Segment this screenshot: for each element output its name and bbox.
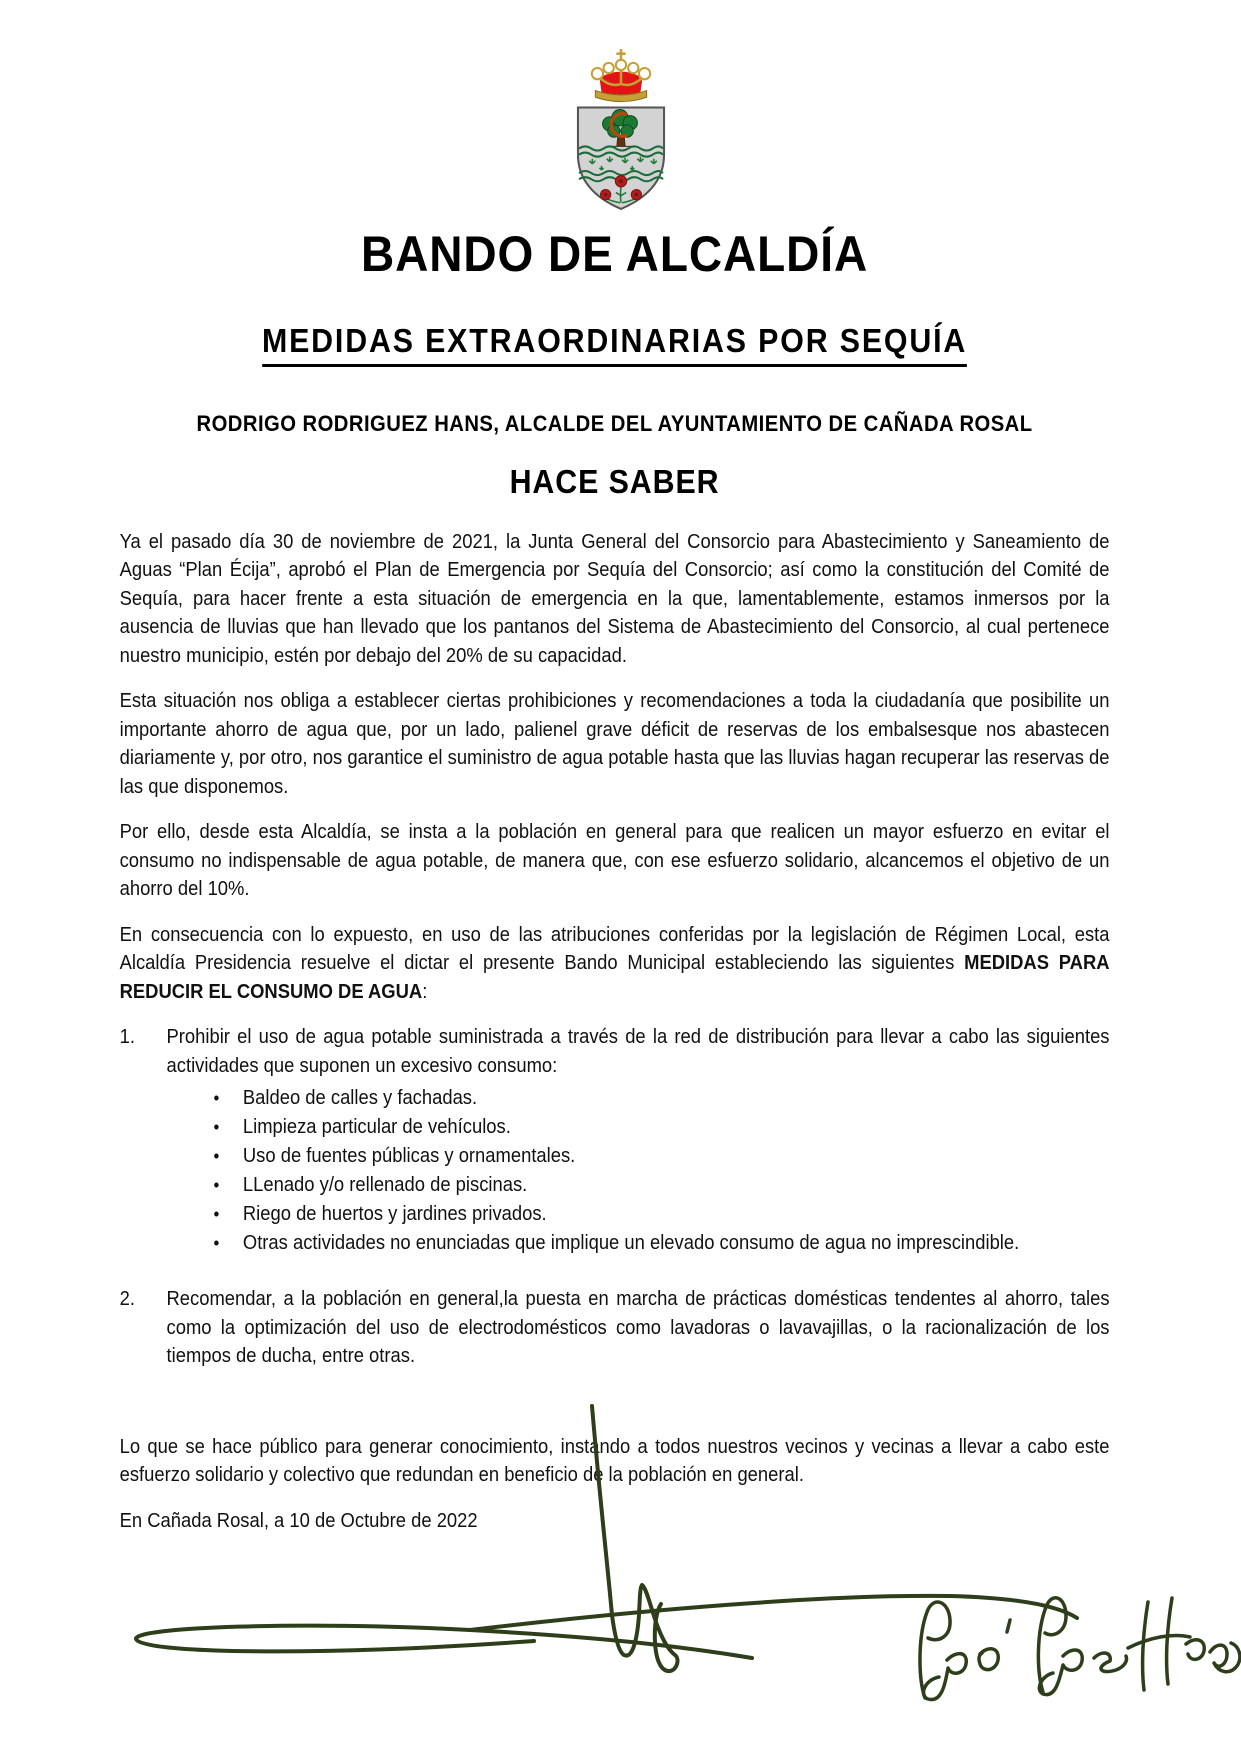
measure-number: 1. bbox=[119, 1026, 135, 1049]
dateline: En Cañada Rosal, a 10 de Octubre de 2022 bbox=[119, 1509, 478, 1532]
signature-scribble bbox=[0, 1380, 1241, 1755]
bullet-icon: • bbox=[213, 1204, 220, 1225]
prohibited-activities-list bbox=[167, 1084, 1110, 1258]
measure-text: Prohibir el uso de agua potable suministrada a través de la red de distribución para llevar a cabo las siguientes actividades que suponen un excesivo consumo: bbox=[166, 1026, 1110, 1077]
list-item bbox=[167, 1084, 1110, 1113]
list-item-text: Limpieza particular de vehículos. bbox=[242, 1116, 511, 1139]
list-item bbox=[167, 1229, 1110, 1258]
signature-sweep bbox=[470, 1596, 1077, 1630]
document-subtitle: MEDIDAS EXTRAORDINARIAS POR SEQUÍA bbox=[262, 323, 967, 367]
resolution-colon: : bbox=[422, 980, 428, 1003]
issuer-line: RODRIGO RODRIGUEZ HANS, ALCALDE DEL AYUNTAMIENTO DE CAÑADA ROSAL bbox=[196, 410, 1033, 436]
closing-paragraph: Lo que se hace público para generar conocimiento, instando a todos nuestros vecinos y vecinas a llevar a cabo este esfuerzo solidario y colectivo que redundan en beneficio de la población en general. bbox=[119, 1435, 1110, 1487]
list-item bbox=[167, 1142, 1110, 1171]
list-item bbox=[167, 1113, 1110, 1142]
page-title: BANDO DE ALCALDÍA bbox=[360, 226, 869, 282]
resolution-text: En consecuencia con lo expuesto, en uso de las atribuciones conferidas por la legislación de Régimen Local, esta Alcaldía Presidencia resuelve el dictar el presente Bando Municipal estableciendo las siguientes bbox=[119, 923, 1110, 975]
measure-item-2 bbox=[120, 1285, 1110, 1371]
proclamation-heading: HACE SABER bbox=[509, 462, 720, 500]
signature-name bbox=[920, 1598, 1240, 1700]
list-item-text: Riego de huertos y jardines privados. bbox=[242, 1203, 547, 1226]
list-item-text: LLenado y/o rellenado de piscinas. bbox=[242, 1174, 528, 1197]
paragraph: Por ello, desde esta Alcaldía, se insta a la población en general para que realicen un mayor esfuerzo en evitar el consumo no indispensable de agua potable, de manera que, con ese esfuerzo solidario, alcancemos el objetivo de un ahorro del 10%. bbox=[119, 821, 1110, 901]
subtitle-wrap bbox=[120, 323, 1110, 367]
bullet-icon: • bbox=[213, 1146, 220, 1167]
list-item bbox=[167, 1171, 1110, 1200]
list-item-text: Otras actividades no enunciadas que implique un elevado consumo de agua no imprescindible. bbox=[242, 1232, 1020, 1255]
signature-vertical-stroke bbox=[592, 1406, 677, 1671]
list-item bbox=[167, 1200, 1110, 1229]
bullet-icon: • bbox=[213, 1117, 220, 1138]
list-item-text: Baldeo de calles y fachadas. bbox=[242, 1087, 478, 1110]
paragraph: Ya el pasado día 30 de noviembre de 2021, la Junta General del Consorcio para Abastecimiento y Saneamiento de Aguas “Plan Écija”, aprobó el Plan de Emergencia por Sequía del Consorcio; así como la constitución del Comité de Sequía, para hacer frente a esta situación de emergencia en la que, lamentablemente, estamos inmersos por la ausencia de lluvias que han llevado que los pantanos del Sistema de Abastecimiento del Consorcio, al cual pertenece nuestro municipio, estén por debajo del 20% de su capacidad. bbox=[119, 530, 1110, 667]
measure-number: 2. bbox=[119, 1288, 135, 1311]
bullet-icon: • bbox=[213, 1175, 220, 1196]
bullet-icon: • bbox=[213, 1088, 220, 1109]
list-item-text: Uso de fuentes públicas y ornamentales. bbox=[242, 1145, 576, 1168]
paragraph: Esta situación nos obliga a establecer ciertas prohibiciones y recomendaciones a toda la ciudadanía que posibilite un importante ahorro de agua que, por un lado, palienel grave déficit de reservas de los embalsesque nos abastecen diariamente y, por otro, nos garantice el suministro de agua potable hasta que las lluvias hagan recuperar las reservas de las que disponemos. bbox=[119, 690, 1110, 798]
bullet-icon: • bbox=[213, 1233, 220, 1254]
resolution-bold: MEDIDAS PARA REDUCIR EL CONSUMO DE AGUA bbox=[119, 952, 1110, 1003]
resolution-paragraph bbox=[120, 921, 1110, 1007]
measure-text: Recomendar, a la población en general,la puesta en marcha de prácticas domésticas tendentes al ahorro, tales como la optimización del uso de electrodomésticos como lavadoras o lavavajillas, o la racionalización de los tiempos de ducha, entre otras. bbox=[166, 1288, 1110, 1368]
measure-item-1 bbox=[120, 1023, 1110, 1258]
